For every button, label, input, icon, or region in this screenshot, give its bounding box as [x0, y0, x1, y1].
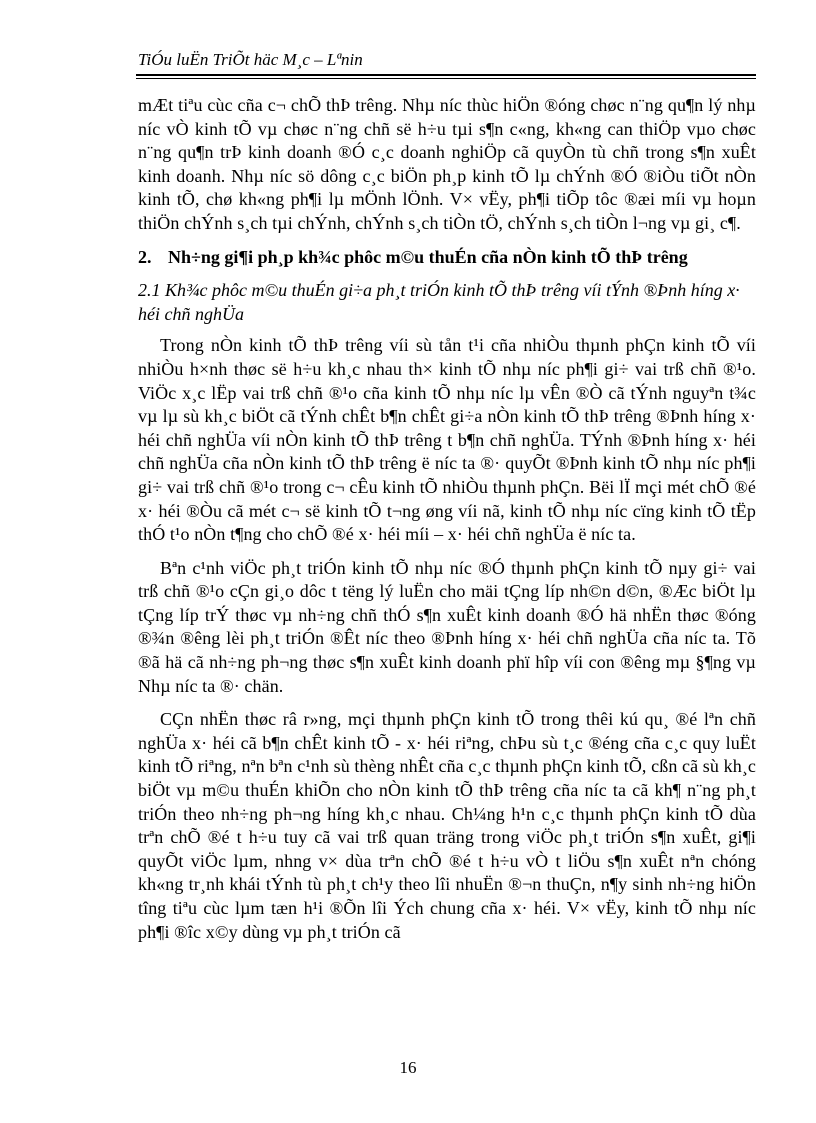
section-title: Nh÷ng gi¶i ph¸p kh¾c phôc m©u thuÉn cña nÒn kinh tÕ thÞ trêng [168, 246, 688, 267]
paragraph: Trong nÒn kinh tÕ thÞ trêng víi sù tån t¹i cña nhiÒu thµnh phÇn kinh tÕ víi nhiÒu h×nh thøc së h÷u kh¸c nhau th× kinh tÕ nhµ níc ph¶i gi÷ vai trß chñ ®¹o. ViÖc x¸c lËp vai trß chñ ®¹o cña kinh tÕ nhµ níc lµ vÊn ®Ò cã tÝnh nguyªn t¾c vµ lµ sù kh¸c biÖt cã tÝnh chÊt b¶n chÊt gi÷a nÒn kinh tÕ thÞ trêng ®Þnh híng x· héi chñ nghÜa víi nÒn kinh tÕ thÞ trêng t b¶n chñ nghÜa. TÝnh ®Þnh híng x· héi chñ nghÜa cña nÒn kinh tÕ thÞ trêng ë níc ta ®· quyÕt ®Þnh kinh tÕ nhµ níc ph¶i gi÷ vai trß chñ ®¹o trong c¬ cÊu kinh tÕ nhiÒu thµnh phÇn. Bëi lÏ mçi mét chÕ ®é x· héi ®Òu cã mét c¬ së kinh tÕ t¬ng øng víi nã, kinh tÕ nhµ níc cïng kinh tÕ tËp thÓ t¹o nÒn t¶ng cho chÕ ®é x· héi míi – x· héi chñ nghÜa ë níc ta. [138, 335, 756, 545]
paragraph: Bªn c¹nh viÖc ph¸t triÓn kinh tÕ nhµ níc ®Ó thµnh phÇn kinh tÕ nµy gi÷ vai trß chñ ®¹o cÇn gi¸o dôc t tëng lý luËn cho mäi tÇng líp nh©n d©n, ®Æc biÖt lµ tÇng líp trÝ thøc vµ nh÷ng chñ thÓ s¶n xuÊt kinh doanh ®Ó hä nhËn thøc ®óng ®¾n ®êng lèi ph¸t triÓn ®Êt níc theo ®Þnh híng x· héi chñ nghÜa cña níc ta. Tõ ®ã hä cã nh÷ng ph¬ng thøc s¶n xuÊt kinh doanh phï hîp víi con ®êng mµ §¶ng vµ Nhµ níc ta ®· chän. [138, 557, 756, 696]
paragraph-continued: mÆt tiªu cùc cña c¬ chÕ thÞ trêng. Nhµ níc thùc hiÖn ®óng chøc n¨ng qu¶n lý nhµ níc vÒ kinh tÕ vµ chøc n¨ng chñ së h÷u tµi s¶n c«ng, kh«ng can thiÖp vµo chøc n¨ng qu¶n trÞ kinh doanh ®Ó c¸c doanh nghiÖp cã quyÒn tù chñ trong s¶n xuÊt kinh doanh. Nhµ níc sö dông c¸c biÖn ph¸p kinh tÕ lµ chÝnh ®Ó ®iÒu tiÕt nÒn kinh tÕ, chø kh«ng ph¶i lµ mÖnh lÖnh. V× vËy, ph¶i tiÕp tôc ®æi míi vµ hoµn thiÖn chÝnh s¸ch tµi chÝnh, chÝnh s¸ch tiÒn tÖ, chÝnh s¸ch tiÒn l¬ng vµ gi¸ c¶. [138, 95, 756, 233]
running-header: TiÓu luËn TriÕt häc M¸c – Lªnin [138, 50, 363, 69]
page-number: 16 [399, 1058, 417, 1077]
page-body [138, 94, 756, 954]
header-rule [136, 74, 756, 76]
section-number: 2. [138, 246, 152, 267]
header-rule-thin [136, 78, 756, 79]
paragraph: CÇn nhËn thøc râ r»ng, mçi thµnh phÇn kinh tÕ trong thêi kú qu¸ ®é lªn chñ nghÜa x· héi cã b¶n chÊt kinh tÕ - x· héi riªng, chÞu sù t¸c ®éng cña c¸c quy luËt kinh tÕ riªng, nªn bªn c¹nh sù thèng nhÊt cña c¸c thµnh phÇn kinh tÕ, cßn cã sù kh¸c biÖt vµ m©u thuÉn khiÕn cho nÒn kinh tÕ thÞ trêng cña níc ta cã kh¶ n¨ng ph¸t triÓn theo nh÷ng ph¬ng híng kh¸c nhau. Ch¼ng h¹n c¸c thµnh phÇn kinh tÕ dùa trªn chÕ ®é t h÷u tuy cã vai trß quan träng trong viÖc ph¸t triÓn s¶n xuÊt, gi¶i quyÕt viÖc lµm, nhng v× dùa trªn chÕ ®é t h÷u vÒ t liÖu s¶n xuÊt nªn chóng kh«ng tr¸nh khái tÝnh tù ph¸t ch¹y theo lîi nhuËn ®¬n thuÇn, n¶y sinh nh÷ng hiÖn tîng tiªu cùc lµm tæn h¹i ®Õn lîi Ých chung cña x· héi. V× vËy, kinh tÕ nhµ níc ph¶i ®îc x©y dùng vµ ph¸t triÓn cã [138, 709, 756, 942]
section-heading [138, 246, 756, 270]
subsection-heading: 2.1 Kh¾c phôc m©u thuÉn gi÷a ph¸t triÓn kinh tÕ thÞ trêng víi tÝnh ®Þnh híng x· héi chñ nghÜa [138, 280, 740, 324]
